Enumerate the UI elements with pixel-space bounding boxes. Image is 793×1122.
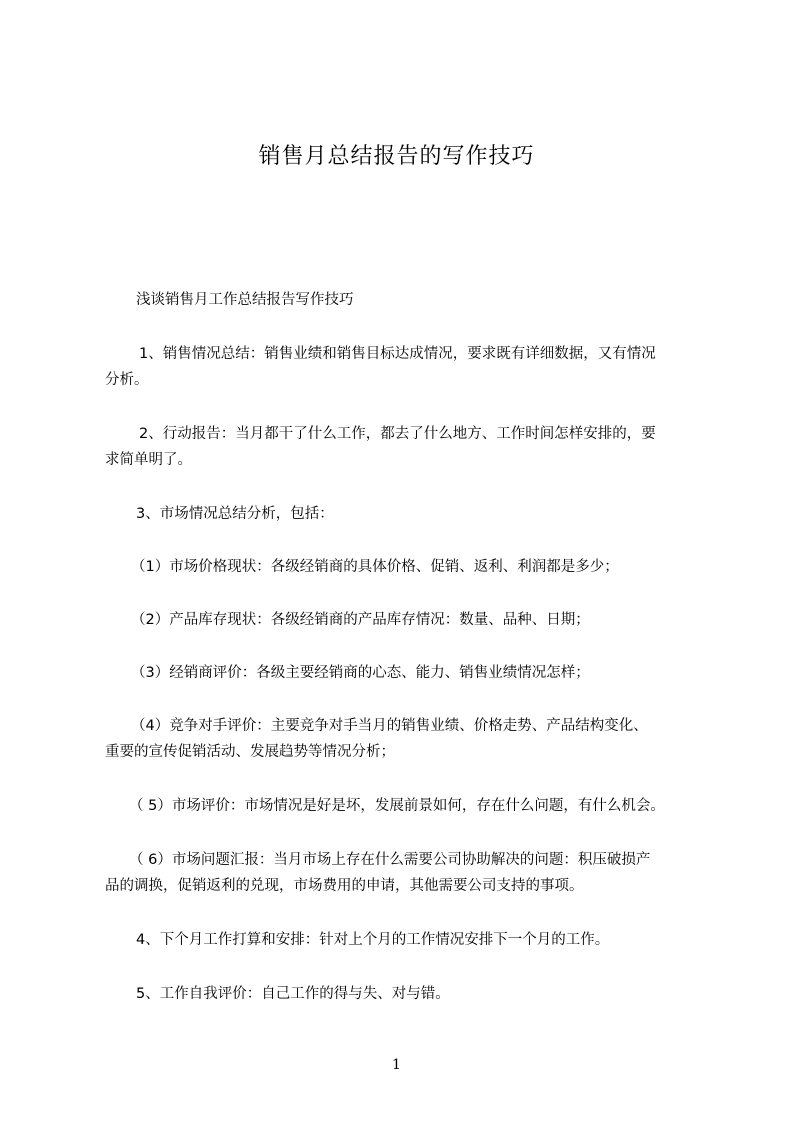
item-5-line-1: 5、工作自我评价：自己工作的得与失、对与错。 [136,986,450,1002]
item-1-line-2: 分析。 [105,372,149,388]
item-1-paragraph [105,341,720,393]
item-3-6-line-2: 品的调换，促销返利的兑现，市场费用的申请，其他需要公司支持的事项。 [105,878,584,894]
item-2-line-2: 求简单明了。 [105,452,192,468]
item-3-6-line-1: （ 6）市场问题汇报：当月市场上存在什么需要公司协助解决的问题：积压破损产 [129,852,651,868]
item-3-6-paragraph [105,847,720,899]
item-3-paragraph [105,501,720,527]
item-5-paragraph [105,981,720,1007]
item-3-3-line-1: （3）经销商评价：各级主要经销商的心态、能力、销售业绩情况怎样； [131,665,590,681]
item-3-2-paragraph [105,607,720,633]
item-3-line-1: 3、市场情况总结分析，包括： [136,506,334,522]
page-number: 1 [392,1057,401,1073]
item-3-4-paragraph [105,713,720,765]
item-3-1-paragraph [105,554,720,580]
item-3-3-paragraph [105,660,720,686]
item-2-paragraph [105,421,720,473]
item-2-line-1: 2、行动报告：当月都干了什么工作，都去了什么地方、工作时间怎样安排的，要 [139,426,656,442]
item-3-5-line-1: （ 5）市场评价：市场情况是好是坏，发展前景如何，存在什么问题，有什么机会。 [129,798,665,814]
item-1-line-1: 1、销售情况总结：销售业绩和销售目标达成情况，要求既有详细数据，又有情况 [139,346,656,362]
item-3-1-line-1: （1）市场价格现状：各级经销商的具体价格、促销、返利、利润都是多少； [131,559,619,575]
item-3-2-line-1: （2）产品库存现状：各级经销商的产品库存情况：数量、品种、日期； [131,612,590,628]
page-title: 销售月总结报告的写作技巧 [258,144,535,169]
item-4-paragraph [105,927,720,953]
item-3-4-line-2: 重要的宣传促销活动、发展趋势等情况分析； [105,744,395,760]
item-4-line-1: 4、下个月工作打算和安排：针对上个月的工作情况安排下一个月的工作。 [136,932,610,948]
subtitle-line: 浅谈销售月工作总结报告写作技巧 [136,292,354,308]
item-3-5-paragraph [105,793,720,819]
subtitle-paragraph [105,287,720,313]
item-3-4-line-1: （4）竞争对手评价：主要竞争对手当月的销售业绩、价格走势、产品结构变化、 [131,718,648,734]
